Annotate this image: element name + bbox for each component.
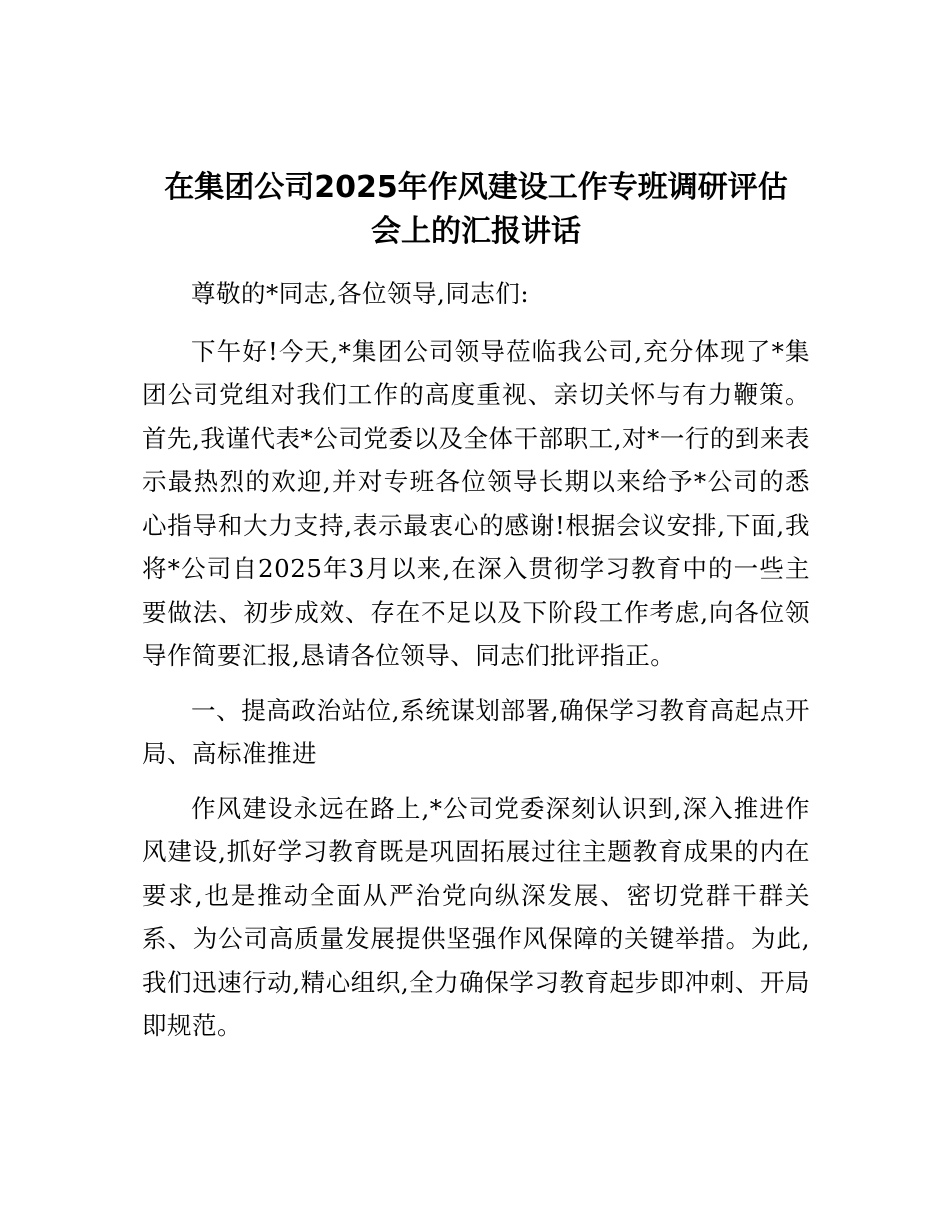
title-line-2: 会上的汇报讲话: [371, 214, 581, 249]
salutation: 尊敬的*同志,各位领导,同志们:: [191, 279, 530, 308]
paragraph-opening: 下午好!今天,*集团公司领导莅临我公司,充分体现了*集团公司党组对我们工作的高度重视、亲切关怀与有力鞭策。首先,我谨代表*公司党委以及全体干部职工,对*一行的到来表示最热烈的欢迎,并对专班各位领导长期以来给予*公司的悉心指导和大力支持,表示最衷心的感谢!根据会议安排,下面,我将*公司自2025年3月以来,在深入贯彻学习教育中的一些主要做法、初步成效、存在不足以及下阶段工作考虑,向各位领导作简要汇报,恳请各位领导、同志们批评指正。: [142, 336, 810, 670]
paragraph-section-1: 作风建设永远在路上,*公司党委深刻认识到,深入推进作风建设,抓好学习教育既是巩固拓展过往主题教育成果的内在要求,也是推动全面从严治党向纵深发展、密切党群干群关系、为公司高质量发展提供坚强作风保障的关键举措。为此,我们迅速行动,精心组织,全力确保学习教育起步即冲刺、开局即规范。: [142, 793, 810, 1040]
document-title: [142, 166, 810, 254]
title-line-1: 在集团公司2025年作风建设工作专班调研评估: [164, 170, 788, 205]
section-heading-1: 一、提高政治站位,系统谋划部署,确保学习教育高起点开局、高标准推进: [142, 695, 810, 768]
